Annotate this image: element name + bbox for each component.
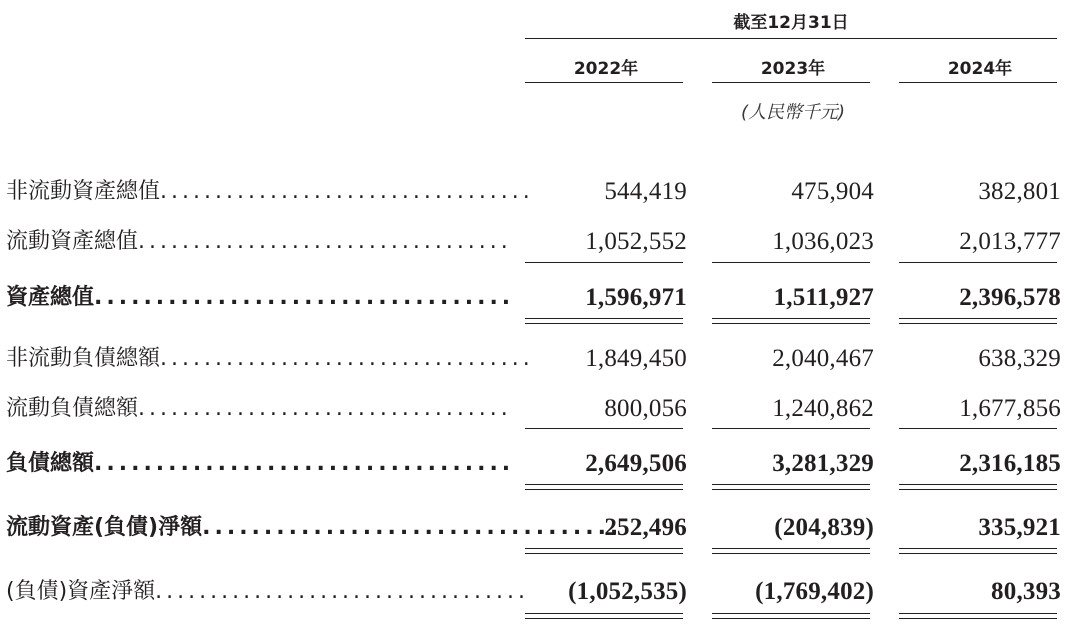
year-rule-2024 <box>899 82 1057 83</box>
value-2022: 544,419 <box>604 178 687 205</box>
value-2024: 335,921 <box>978 514 1061 541</box>
table-row-current-assets <box>0 225 1080 259</box>
total-double-rule <box>525 613 683 619</box>
subtotal-rule <box>899 428 1057 429</box>
value-2023: (1,769,402) <box>755 578 874 605</box>
row-label: 資產總值.................................. <box>6 285 515 310</box>
table-row-net-current <box>0 511 1080 545</box>
value-2022: 252,496 <box>604 514 687 541</box>
year-header-2024: 2024年 <box>947 59 1013 79</box>
table-row-noncurrent-assets <box>0 175 1080 209</box>
value-2024: 382,801 <box>978 178 1061 205</box>
value-2023: 1,036,023 <box>772 228 874 255</box>
year-header-2023: 2023年 <box>760 59 826 79</box>
value-2022: (1,052,535) <box>568 578 687 605</box>
value-2023: 475,904 <box>791 178 874 205</box>
total-double-rule <box>525 548 683 554</box>
unit-label: (人民幣千元) <box>740 102 846 123</box>
row-label: 負債總額.................................. <box>6 451 515 476</box>
total-double-rule <box>712 318 870 324</box>
total-double-rule <box>899 318 1057 324</box>
total-double-rule <box>525 318 683 324</box>
total-double-rule <box>712 613 870 619</box>
value-2022: 1,849,450 <box>585 345 687 372</box>
value-2022: 2,649,506 <box>585 450 687 477</box>
total-double-rule <box>525 484 683 490</box>
value-2024: 1,677,856 <box>959 395 1061 422</box>
year-header-2022: 2022年 <box>573 59 639 79</box>
value-2024: 80,393 <box>991 578 1061 605</box>
header-rule <box>525 38 1057 39</box>
value-2023: 3,281,329 <box>772 450 874 477</box>
value-2024: 2,013,777 <box>959 228 1061 255</box>
row-label: 非流動資產總值.................................. <box>6 179 534 204</box>
table-row-total-liabilities <box>0 447 1080 481</box>
value-2024: 2,396,578 <box>959 284 1061 311</box>
total-double-rule <box>899 548 1057 554</box>
row-label: 流動負債總額.................................. <box>6 396 512 421</box>
value-2022: 800,056 <box>604 395 687 422</box>
total-double-rule <box>712 548 870 554</box>
period-header: 截至12月31日 <box>733 13 849 33</box>
row-label: 流動資產總值.................................. <box>6 229 512 254</box>
subtotal-rule <box>712 262 870 263</box>
table-row-current-liabilities <box>0 392 1080 426</box>
table-row-noncurrent-liabilities <box>0 342 1080 376</box>
row-label: (負債)資產淨額.................................. <box>6 579 529 604</box>
value-2023: 1,240,862 <box>772 395 874 422</box>
row-label: 非流動負債總額.................................. <box>6 346 534 371</box>
table-row-total-assets <box>0 281 1080 315</box>
total-double-rule <box>712 484 870 490</box>
subtotal-rule <box>525 428 683 429</box>
subtotal-rule <box>899 262 1057 263</box>
subtotal-rule <box>525 262 683 263</box>
table-row-net-assets <box>0 575 1080 609</box>
total-double-rule <box>899 613 1057 619</box>
total-double-rule <box>899 484 1057 490</box>
value-2024: 2,316,185 <box>959 450 1061 477</box>
value-2022: 1,052,552 <box>585 228 687 255</box>
value-2022: 1,596,971 <box>585 284 687 311</box>
year-rule-2023 <box>712 82 870 83</box>
value-2023: (204,839) <box>774 514 874 541</box>
row-label: 流動資產(負債)淨額.................................. <box>6 515 623 540</box>
value-2024: 638,329 <box>978 345 1061 372</box>
year-rule-2022 <box>525 82 683 83</box>
value-2023: 1,511,927 <box>773 284 874 311</box>
value-2023: 2,040,467 <box>772 345 874 372</box>
subtotal-rule <box>712 428 870 429</box>
